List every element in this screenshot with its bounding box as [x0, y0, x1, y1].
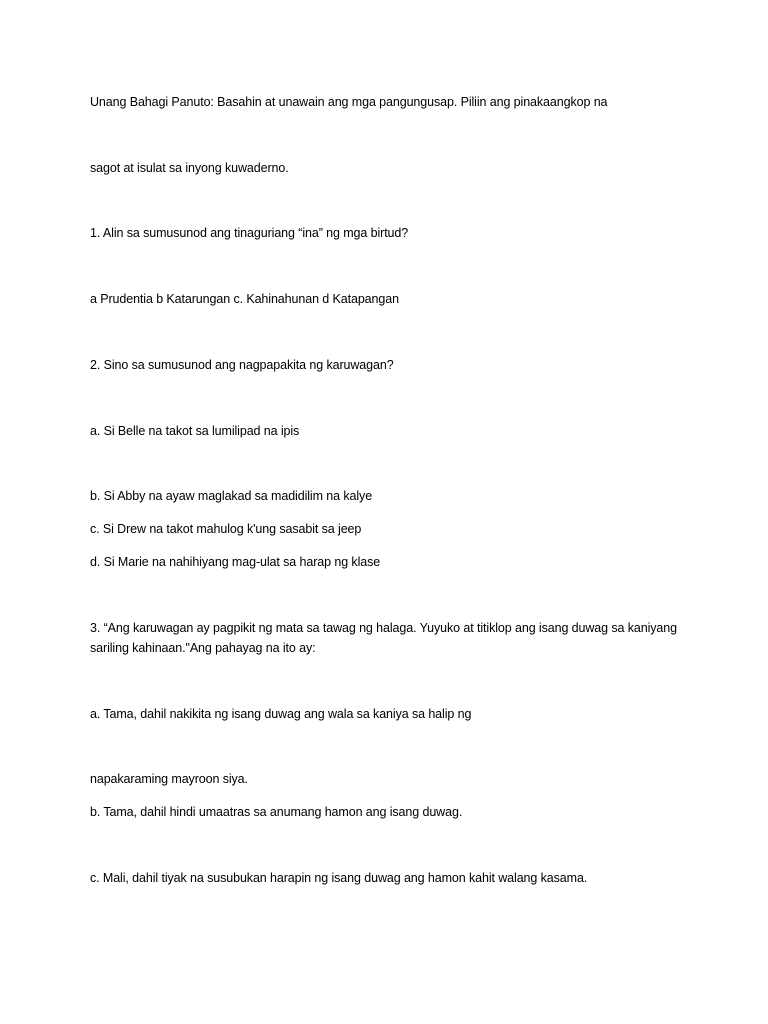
- question-1: 1. Alin sa sumusunod ang tinaguriang “ina” ng mga birtud?: [90, 226, 409, 240]
- question-2: 2. Sino sa sumusunod ang nagpapakita ng karuwagan?: [90, 358, 394, 372]
- question-3-choice-a: a. Tama, dahil nakikita ng isang duwag ang wala sa kaniya sa halip ng: [90, 707, 472, 721]
- question-2-choice-b: b. Si Abby na ayaw maglakad sa madidilim na kalye: [90, 489, 373, 503]
- question-1-choices: a Prudentia b Katarungan c. Kahinahunan d Katapangan: [90, 292, 399, 306]
- question-3-choice-a-continued: napakaraming mayroon siya.: [90, 772, 248, 786]
- question-3: 3. “Ang karuwagan ay pagpikit ng mata sa tawag ng halaga. Yuyuko at titiklop ang isang duwag sa kaniyang sariling kahinaan."Ang pahayag na ito ay:: [90, 621, 677, 655]
- question-2-choice-c: c. Si Drew na takot mahulog k'ung sasabit sa jeep: [90, 522, 362, 536]
- question-2-choice-d: d. Si Marie na nahihiyang mag-ulat sa harap ng klase: [90, 555, 381, 569]
- instructions-line-1: Unang Bahagi Panuto: Basahin at unawain ang mga pangungusap. Piliin ang pinakaangkop na: [90, 95, 608, 109]
- question-2-choice-a: a. Si Belle na takot sa lumilipad na ipis: [90, 424, 300, 438]
- instructions-line-2: sagot at isulat sa inyong kuwaderno.: [90, 161, 289, 175]
- question-3-choice-b: b. Tama, dahil hindi umaatras sa anumang hamon ang isang duwag.: [90, 805, 463, 819]
- question-3-choice-c: c. Mali, dahil tiyak na susubukan harapin ng isang duwag ang hamon kahit walang kasama.: [90, 871, 588, 885]
